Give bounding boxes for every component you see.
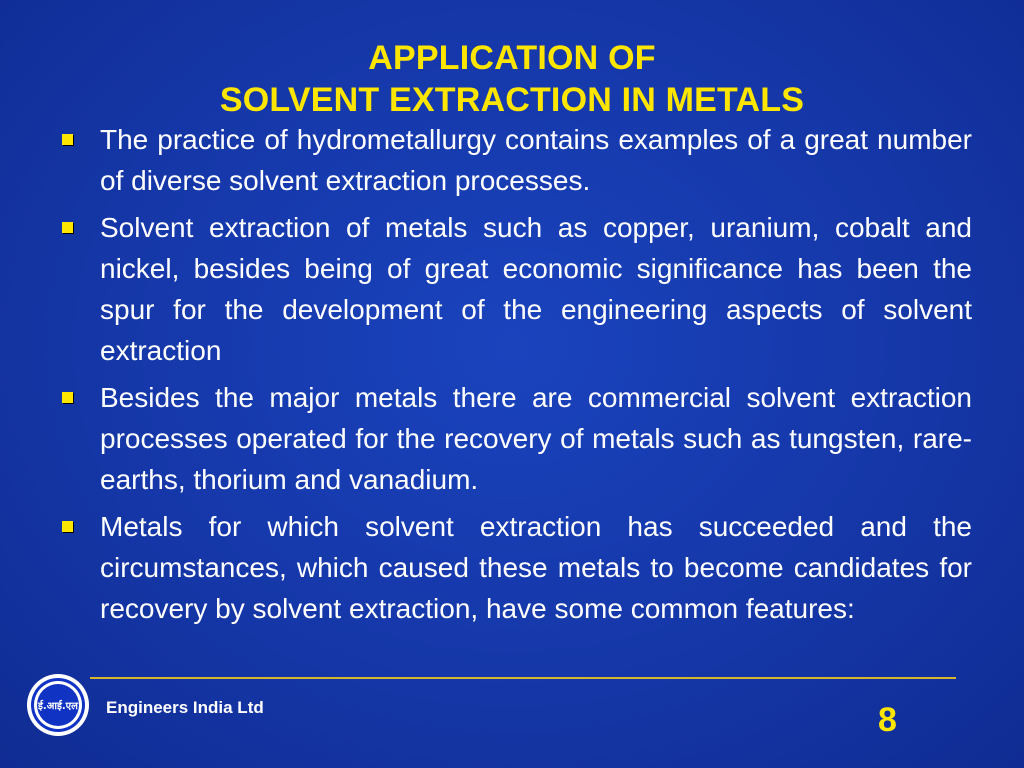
bullet-item — [62, 377, 972, 500]
engineers-india-logo-icon — [26, 673, 90, 737]
company-name: Engineers India Ltd — [106, 698, 264, 717]
bullet-text: The practice of hydrometallurgy contains examples of a great number of diverse solvent extraction processes. — [100, 124, 972, 196]
slide-title-line-2: SOLVENT EXTRACTION IN METALS — [219, 80, 805, 119]
bullet-list — [62, 119, 972, 635]
bullet-text: Metals for which solvent extraction has succeeded and the circumstances, which caused these metals to become candidates for recovery by solvent extraction, have some common features: — [100, 511, 972, 624]
square-bullet-icon — [62, 134, 73, 145]
footer-divider — [90, 677, 956, 679]
bullet-item — [62, 119, 972, 201]
square-bullet-icon — [62, 392, 73, 403]
bullet-text: Solvent extraction of metals such as copper, uranium, cobalt and nickel, besides being of great economic significance has been the spur for the development of the engineering aspects of solvent extraction — [100, 212, 972, 366]
slide-title — [0, 37, 1024, 121]
slide-title-line-1: APPLICATION OF — [368, 38, 656, 77]
bullet-item — [62, 207, 972, 371]
square-bullet-icon — [62, 222, 73, 233]
logo-text: ई.आई.एल — [38, 701, 78, 712]
square-bullet-icon — [62, 521, 73, 532]
bullet-text: Besides the major metals there are commercial solvent extraction processes operated for the recovery of metals such as tungsten, rare-earths, thorium and vanadium. — [100, 382, 972, 495]
page-number: 8 — [878, 701, 897, 739]
bullet-item — [62, 506, 972, 629]
